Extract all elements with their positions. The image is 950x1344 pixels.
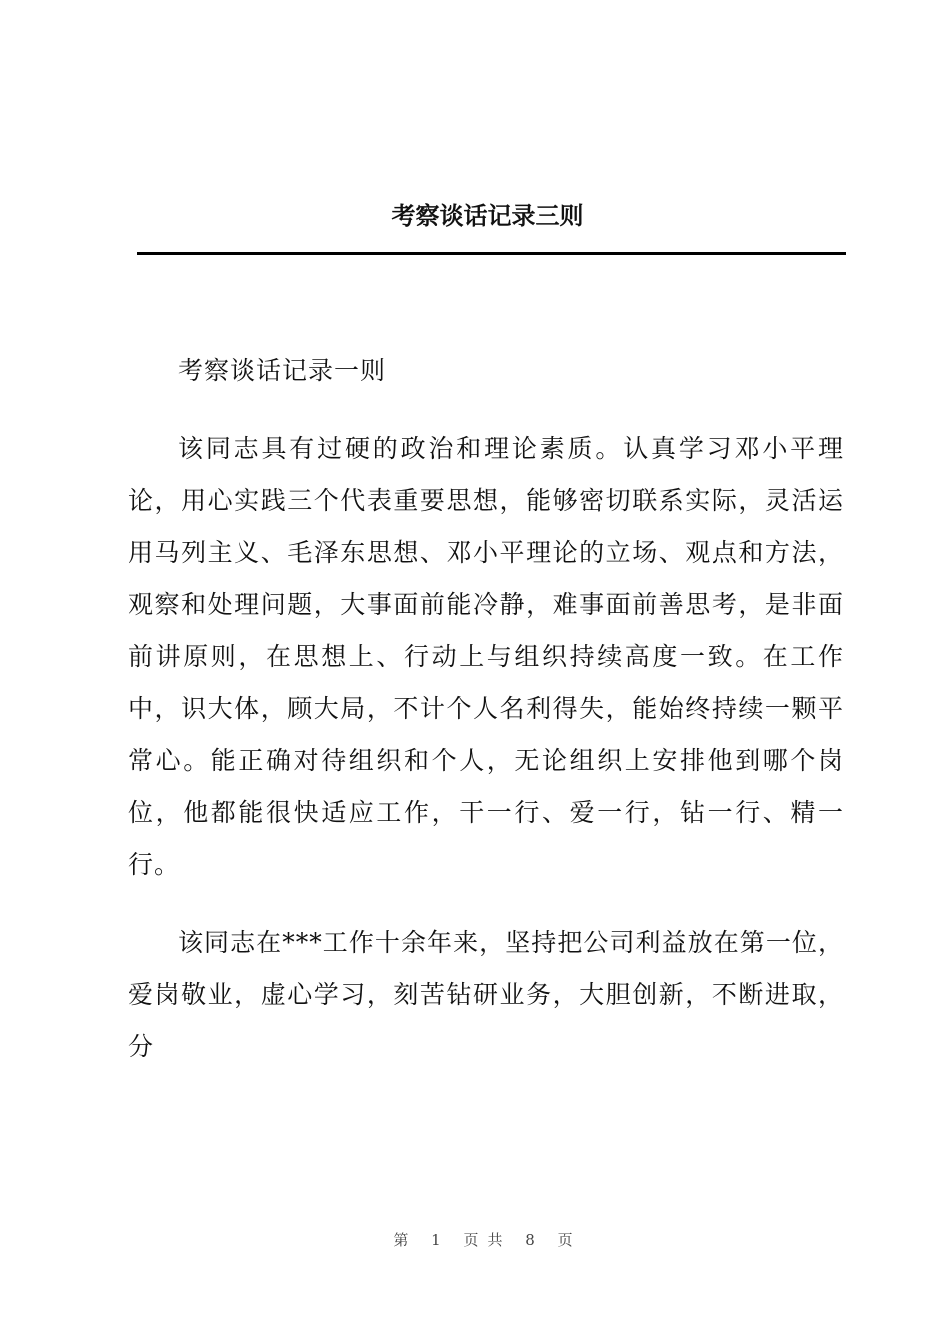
page-number-footer: 第 1 页共 8 页 — [393, 1231, 582, 1249]
section-heading: 考察谈话记录一则 — [178, 356, 387, 385]
document-title: 考察谈话记录三则 — [391, 201, 584, 230]
document-body — [128, 345, 844, 1099]
body-paragraph: 该同志具有过硬的政治和理论素质。认真学习邓小平理论，用心实践三个代表重要思想，能够密切联系实际，灵活运用马列主义、毛泽东思想、邓小平理论的立场、观点和方法，观察和处理问题，大事面前能冷静，难事面前善思考，是非面前讲原则，在思想上、行动上与组织持续高度一致。在工作中，识大体，顾大局，不计个人名利得失，能始终持续一颗平常心。能正确对待组织和个人，无论组织上安排他到哪个岗位，他都能很快适应工作，干一行、爱一行，钻一行、精一行。 — [128, 434, 844, 879]
title-divider — [137, 252, 846, 255]
body-paragraph: 该同志在***工作十余年来，坚持把公司利益放在第一位，爱岗敬业，虚心学习，刻苦钻研业务，大胆创新，不断进取，分 — [128, 928, 844, 1061]
